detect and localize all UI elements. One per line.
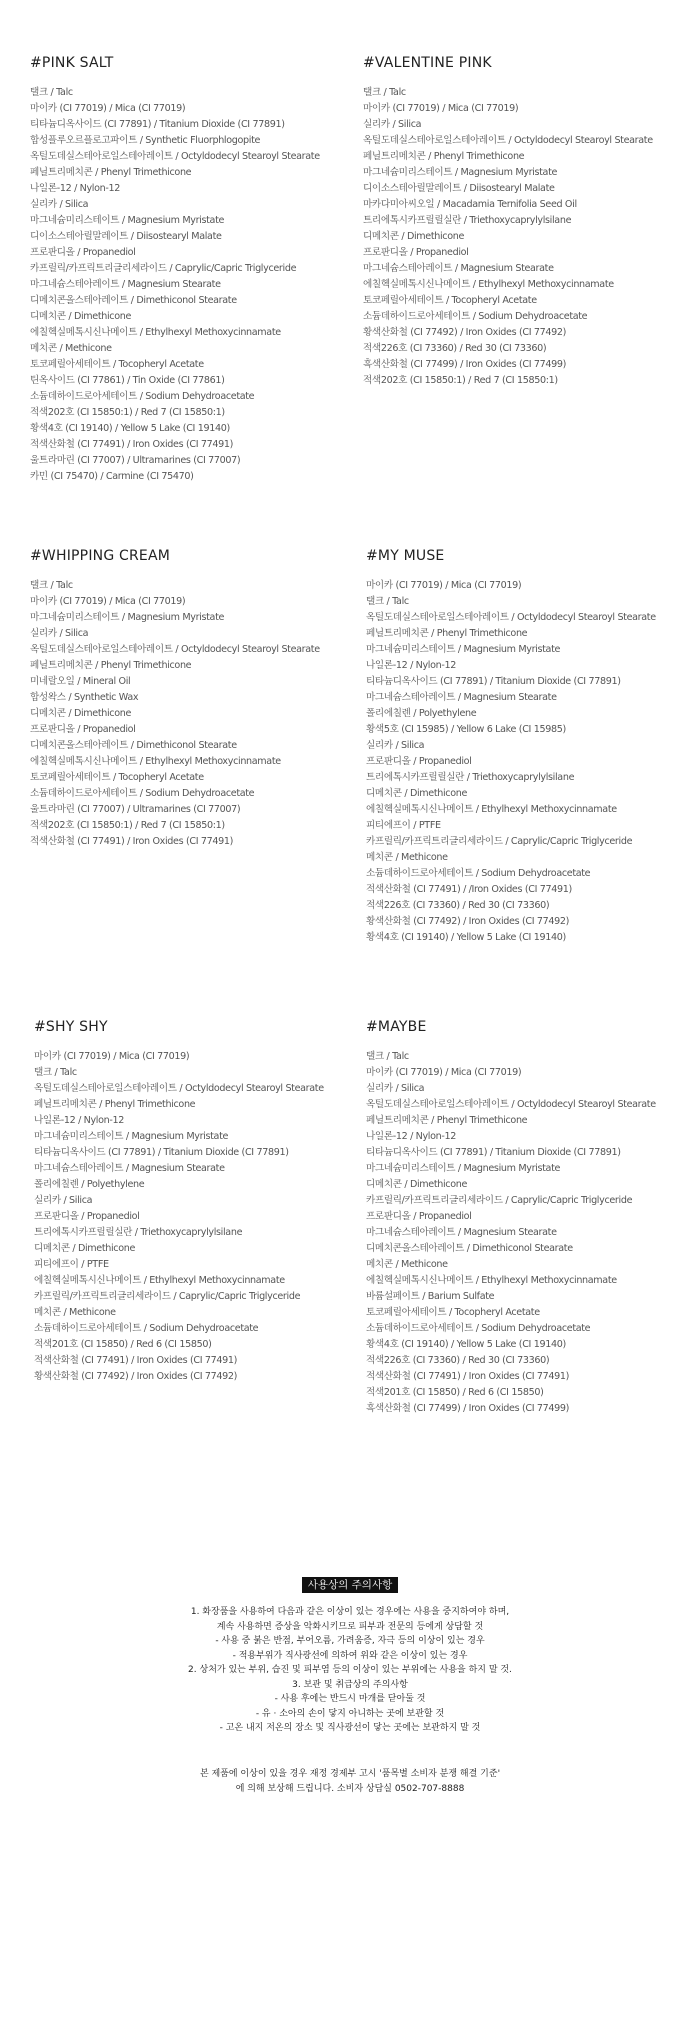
product-title: #SHY SHY — [34, 1019, 108, 1035]
ingredient-item: 실리카 / Silica — [34, 1195, 93, 1206]
precaution-line: - 사용 중 붉은 반점, 부어오름, 가려움증, 자극 등의 이상이 있는 경우 — [215, 1636, 485, 1646]
ingredient-item: 옥틸도데실스테아로일스테아레이트 / Octyldodecyl Stearoyl Stearate — [366, 1099, 656, 1110]
ingredient-item: 폴리에칠렌 / Polyethylene — [34, 1179, 145, 1190]
ingredient-item: 마이카 (CI 77019) / Mica (CI 77019) — [34, 1051, 190, 1062]
ingredient-item: 황색5호 (CI 15985) / Yellow 6 Lake (CI 15985) — [366, 724, 566, 735]
ingredient-item: 소듐데하이드로아세테이트 / Sodium Dehydroacetate — [30, 788, 255, 799]
product-title: #PINK SALT — [30, 55, 114, 71]
ingredient-list — [366, 578, 696, 946]
ingredient-item: 적색202호 (CI 15850:1) / Red 7 (CI 15850:1) — [30, 407, 225, 418]
ingredient-item: 디메치콘 / Dimethicone — [363, 231, 465, 242]
ingredient-item: 실리카 / Silica — [30, 628, 89, 639]
ingredient-item: 페닐트리메치콘 / Phenyl Trimethicone — [366, 628, 528, 639]
ingredient-item: 탤크 / Talc — [30, 87, 73, 98]
ingredient-item: 디메치콘올스테아레이트 / Dimethiconol Stearate — [30, 295, 237, 306]
ingredient-item: 마그네슘미리스테이트 / Magnesium Myristate — [366, 1163, 561, 1174]
precaution-line: 1. 화장품을 사용하여 다음과 같은 이상이 있는 경우에는 사용을 중지하여야 하며, — [190, 1607, 510, 1617]
footer-line: 본 제품에 이상이 있을 경우 재정 경제부 고시 '품목별 소비자 분쟁 해결 기준' — [199, 1769, 501, 1779]
ingredient-item: 페닐트리메치콘 / Phenyl Trimethicone — [30, 167, 192, 178]
product-block-pink-salt — [30, 55, 360, 485]
ingredient-item: 소듐데하이드로아세테이트 / Sodium Dehydroacetate — [366, 868, 591, 879]
ingredient-item: 황색산화철 (CI 77492) / Iron Oxides (CI 77492) — [363, 327, 567, 338]
ingredient-item: 바륨설페이트 / Barium Sulfate — [366, 1291, 495, 1302]
ingredient-item: 흑색산화철 (CI 77499) / Iron Oxides (CI 77499) — [366, 1403, 570, 1414]
ingredient-item: 디메치콘 / Dimethicone — [30, 708, 132, 719]
precautions-title: 사용상의 주의사항 — [302, 1577, 398, 1593]
ingredient-list — [363, 85, 693, 389]
precaution-line: 3. 보관 및 취급상의 주의사항 — [292, 1679, 408, 1690]
ingredient-item: 티타늄디옥사이드 (CI 77891) / Titanium Dioxide (CI 77891) — [34, 1147, 289, 1158]
ingredient-item: 소듐데하이드로아세테이트 / Sodium Dehydroacetate — [30, 391, 255, 402]
ingredient-item: 울트라마린 (CI 77007) / Ultramarines (CI 77007) — [30, 455, 241, 466]
footer-line: 에 의해 보상해 드립니다. 소비자 상담실 0502-707-8888 — [235, 1783, 465, 1794]
ingredient-item: 에칠헥실메톡시신나메이트 / Ethylhexyl Methoxycinnamate — [34, 1275, 285, 1286]
ingredient-item: 프로판디올 / Propanediol — [34, 1211, 140, 1222]
ingredient-item: 나일론-12 / Nylon-12 — [366, 1131, 456, 1142]
product-block-my-muse — [366, 548, 696, 946]
ingredient-item: 카민 (CI 75470) / Carmine (CI 75470) — [30, 471, 194, 482]
ingredient-item: 황색4호 (CI 19140) / Yellow 5 Lake (CI 19140) — [30, 423, 230, 434]
ingredient-item: 마이카 (CI 77019) / Mica (CI 77019) — [363, 103, 519, 114]
ingredient-item: 적색201호 (CI 15850) / Red 6 (CI 15850) — [366, 1387, 544, 1398]
ingredient-item: 울트라마린 (CI 77007) / Ultramarines (CI 77007) — [30, 804, 241, 815]
ingredient-item: 마그네슘미리스테이트 / Magnesium Myristate — [30, 612, 225, 623]
ingredient-item: 디이소스테아릴말레이트 / Diisostearyl Malate — [30, 231, 222, 242]
precaution-line: - 유 · 소아의 손이 닿지 아니하는 곳에 보관할 것 — [255, 1708, 445, 1719]
ingredient-list — [34, 1049, 364, 1385]
ingredient-item: 마그네슘스테아레이트 / Magnesium Stearate — [363, 263, 554, 274]
ingredient-item: 에칠헥실메톡시신나메이트 / Ethylhexyl Methoxycinnamate — [30, 327, 281, 338]
ingredient-item: 옥틸도데실스테아로일스테아레이트 / Octyldodecyl Stearoyl Stearate — [30, 644, 320, 655]
ingredient-item: 메치콘 / Methicone — [366, 852, 448, 863]
precaution-line: - 사용 후에는 반드시 마개를 닫아둘 것 — [274, 1694, 426, 1704]
ingredient-item: 에칠헥실메톡시신나메이트 / Ethylhexyl Methoxycinnamate — [366, 804, 617, 815]
ingredient-item: 디메치콘올스테아레이트 / Dimethiconol Stearate — [366, 1243, 573, 1254]
ingredient-item: 메치콘 / Methicone — [366, 1259, 448, 1270]
product-title: #WHIPPING CREAM — [30, 548, 171, 564]
ingredient-item: 황색4호 (CI 19140) / Yellow 5 Lake (CI 19140) — [366, 932, 566, 943]
ingredient-item: 나일론-12 / Nylon-12 — [34, 1115, 124, 1126]
ingredient-item: 실리카 / Silica — [30, 199, 89, 210]
ingredient-item: 마그네슘스테아레이트 / Magnesium Stearate — [366, 692, 557, 703]
precaution-line: 2. 상처가 있는 부위, 습진 및 피부염 등의 이상이 있는 부위에는 사용을 하지 말 것. — [188, 1665, 512, 1675]
ingredient-item: 적색산화철 (CI 77491) / Iron Oxides (CI 77491) — [366, 1371, 570, 1382]
usage-precautions — [0, 1573, 700, 1736]
ingredient-item: 프로판디올 / Propanediol — [363, 247, 469, 258]
ingredient-item: 티타늄디옥사이드 (CI 77891) / Titanium Dioxide (CI 77891) — [366, 676, 621, 687]
ingredient-item: 에칠헥실메톡시신나메이트 / Ethylhexyl Methoxycinnamate — [30, 756, 281, 767]
ingredient-item: 에칠헥실메톡시신나메이트 / Ethylhexyl Methoxycinnamate — [366, 1275, 617, 1286]
ingredient-item: 합성왁스 / Synthetic Wax — [30, 692, 139, 703]
ingredient-item: 소듐데하이드로아세테이트 / Sodium Dehydroacetate — [34, 1323, 259, 1334]
ingredient-item: 마이카 (CI 77019) / Mica (CI 77019) — [30, 103, 186, 114]
ingredient-item: 디메치콘 / Dimethicone — [30, 311, 132, 322]
product-title: #VALENTINE PINK — [363, 55, 492, 71]
ingredient-item: 적색산화철 (CI 77491) / /Iron Oxides (CI 77491) — [366, 884, 572, 895]
ingredient-item: 토코페릴아세테이트 / Tocopheryl Acetate — [363, 295, 537, 306]
ingredient-item: 적색산화철 (CI 77491) / Iron Oxides (CI 77491) — [30, 439, 234, 450]
ingredient-item: 토코페릴아세테이트 / Tocopheryl Acetate — [30, 359, 204, 370]
product-title: #MAYBE — [366, 1019, 427, 1035]
ingredient-item: 실리카 / Silica — [366, 1083, 425, 1094]
ingredient-item: 황색산화철 (CI 77492) / Iron Oxides (CI 77492) — [366, 916, 570, 927]
ingredient-item: 옥틸도데실스테아로일스테아레이트 / Octyldodecyl Stearoyl Stearate — [34, 1083, 324, 1094]
ingredient-item: 메치콘 / Methicone — [30, 343, 112, 354]
ingredient-item: 실리카 / Silica — [366, 740, 425, 751]
ingredient-item: 트리에톡시카프릴릴실란 / Triethoxycaprylylsilane — [366, 772, 575, 783]
ingredient-item: 미네랄오일 / Mineral Oil — [30, 676, 131, 687]
ingredient-item: 피티에프이 / PTFE — [34, 1259, 109, 1270]
ingredient-item: 적색202호 (CI 15850:1) / Red 7 (CI 15850:1) — [363, 375, 558, 386]
ingredient-item: 디메치콘 / Dimethicone — [366, 1179, 468, 1190]
ingredient-item: 마이카 (CI 77019) / Mica (CI 77019) — [30, 596, 186, 607]
ingredient-item: 황색산화철 (CI 77492) / Iron Oxides (CI 77492) — [34, 1371, 238, 1382]
ingredient-item: 탤크 / Talc — [363, 87, 406, 98]
precaution-line: - 고온 내지 저온의 장소 및 직사광선이 닿는 곳에는 보관하지 말 것 — [219, 1723, 481, 1733]
compensation-notice — [0, 1767, 700, 1796]
precaution-line: 계속 사용하면 증상을 악화시키므로 피부과 전문의 등에게 상담할 것 — [216, 1621, 484, 1632]
ingredient-item: 옥틸도데실스테아로일스테아레이트 / Octyldodecyl Stearoyl Stearate — [363, 135, 653, 146]
ingredient-item: 탤크 / Talc — [366, 1051, 409, 1062]
ingredient-item: 틴옥사이드 (CI 77861) / Tin Oxide (CI 77861) — [30, 375, 225, 386]
product-title: #MY MUSE — [366, 548, 445, 564]
ingredient-item: 카프릴릭/카프릭트리글리세라이드 / Caprylic/Capric Triglyceride — [366, 836, 633, 847]
ingredient-item: 마그네슘미리스테이트 / Magnesium Myristate — [34, 1131, 229, 1142]
ingredient-item: 프로판디올 / Propanediol — [30, 247, 136, 258]
ingredient-item: 합성플루오르플로고파이트 / Synthetic Fluorphlogopite — [30, 135, 261, 146]
ingredient-item: 페닐트리메치콘 / Phenyl Trimethicone — [34, 1099, 196, 1110]
ingredient-item: 마그네슘미리스테이트 / Magnesium Myristate — [366, 644, 561, 655]
ingredient-item: 적색산화철 (CI 77491) / Iron Oxides (CI 77491) — [30, 836, 234, 847]
ingredient-item: 적색산화철 (CI 77491) / Iron Oxides (CI 77491) — [34, 1355, 238, 1366]
ingredient-item: 마그네슘스테아레이트 / Magnesium Stearate — [30, 279, 221, 290]
ingredient-item: 카프릴릭/카프릭트리글리세라이드 / Caprylic/Capric Triglyceride — [366, 1195, 633, 1206]
ingredient-item: 폴리에칠렌 / Polyethylene — [366, 708, 477, 719]
ingredient-item: 마그네슘스테아레이트 / Magnesium Stearate — [34, 1163, 225, 1174]
ingredient-item: 적색226호 (CI 73360) / Red 30 (CI 73360) — [366, 900, 550, 911]
ingredient-item: 소듐데하이드로아세테이트 / Sodium Dehydroacetate — [366, 1323, 591, 1334]
ingredient-item: 트리에톡시카프릴릴실란 / Triethoxycaprylylsilane — [363, 215, 572, 226]
ingredient-item: 티타늄디옥사이드 (CI 77891) / Titanium Dioxide (CI 77891) — [366, 1147, 621, 1158]
ingredient-item: 마그네슘미리스테이트 / Magnesium Myristate — [363, 167, 558, 178]
ingredient-item: 디메치콘 / Dimethicone — [34, 1243, 136, 1254]
ingredient-item: 디메치콘 / Dimethicone — [366, 788, 468, 799]
ingredient-item: 디이소스테아릴말레이트 / Diisostearyl Malate — [363, 183, 555, 194]
ingredient-item: 메치콘 / Methicone — [34, 1307, 116, 1318]
ingredient-item: 카프릴릭/카프릭트리글리세라이드 / Caprylic/Capric Triglyceride — [34, 1291, 301, 1302]
ingredient-item: 페닐트리메치콘 / Phenyl Trimethicone — [363, 151, 525, 162]
ingredient-item: 피티에프이 / PTFE — [366, 820, 441, 831]
ingredient-item: 디메치콘올스테아레이트 / Dimethiconol Stearate — [30, 740, 237, 751]
product-block-whipping-cream — [30, 548, 360, 850]
product-block-maybe — [366, 1019, 696, 1417]
ingredient-item: 적색226호 (CI 73360) / Red 30 (CI 73360) — [366, 1355, 550, 1366]
ingredient-item: 토코페릴아세테이트 / Tocopheryl Acetate — [30, 772, 204, 783]
product-block-valentine-pink — [363, 55, 693, 389]
ingredient-item: 프로판디올 / Propanediol — [30, 724, 136, 735]
ingredient-item: 프로판디올 / Propanediol — [366, 1211, 472, 1222]
precaution-line: - 적용부위가 직사광선에 의하여 위와 같은 이상이 있는 경우 — [232, 1650, 468, 1661]
ingredient-item: 페닐트리메치콘 / Phenyl Trimethicone — [366, 1115, 528, 1126]
ingredient-item: 나일론-12 / Nylon-12 — [366, 660, 456, 671]
ingredient-item: 적색202호 (CI 15850:1) / Red 7 (CI 15850:1) — [30, 820, 225, 831]
ingredient-item: 적색226호 (CI 73360) / Red 30 (CI 73360) — [363, 343, 547, 354]
ingredient-item: 탤크 / Talc — [30, 580, 73, 591]
ingredient-item: 마카다미아씨오일 / Macadamia Ternifolia Seed Oil — [363, 199, 577, 210]
product-block-shy-shy — [34, 1019, 364, 1385]
ingredient-item: 토코페릴아세테이트 / Tocopheryl Acetate — [366, 1307, 540, 1318]
ingredient-item: 실리카 / Silica — [363, 119, 422, 130]
ingredient-item: 페닐트리메치콘 / Phenyl Trimethicone — [30, 660, 192, 671]
precautions-list — [0, 1605, 700, 1736]
ingredient-list — [366, 1049, 696, 1417]
ingredient-item: 적색201호 (CI 15850) / Red 6 (CI 15850) — [34, 1339, 212, 1350]
ingredient-item: 티타늄디옥사이드 (CI 77891) / Titanium Dioxide (CI 77891) — [30, 119, 285, 130]
ingredient-item: 마그네슘미리스테이트 / Magnesium Myristate — [30, 215, 225, 226]
ingredient-item: 소듐데하이드로아세테이트 / Sodium Dehydroacetate — [363, 311, 588, 322]
ingredient-item: 트리에톡시카프릴릴실란 / Triethoxycaprylylsilane — [34, 1227, 243, 1238]
ingredient-item: 마그네슘스테아레이트 / Magnesium Stearate — [366, 1227, 557, 1238]
ingredient-item: 탤크 / Talc — [366, 596, 409, 607]
ingredient-item: 흑색산화철 (CI 77499) / Iron Oxides (CI 77499) — [363, 359, 567, 370]
ingredient-item: 옥틸도데실스테아로일스테아레이트 / Octyldodecyl Stearoyl Stearate — [30, 151, 320, 162]
ingredient-list — [30, 578, 360, 850]
ingredient-item: 카프릴릭/카프릭트리글리세라이드 / Caprylic/Capric Triglyceride — [30, 263, 297, 274]
ingredient-item: 에칠헥실메톡시신나메이트 / Ethylhexyl Methoxycinnamate — [363, 279, 614, 290]
ingredient-item: 마이카 (CI 77019) / Mica (CI 77019) — [366, 1067, 522, 1078]
ingredient-item: 황색4호 (CI 19140) / Yellow 5 Lake (CI 19140) — [366, 1339, 566, 1350]
ingredient-item: 탤크 / Talc — [34, 1067, 77, 1078]
ingredient-item: 나일론-12 / Nylon-12 — [30, 183, 120, 194]
ingredient-item: 프로판디올 / Propanediol — [366, 756, 472, 767]
ingredient-item: 옥틸도데실스테아로일스테아레이트 / Octyldodecyl Stearoyl Stearate — [366, 612, 656, 623]
ingredient-list — [30, 85, 360, 485]
ingredient-item: 마이카 (CI 77019) / Mica (CI 77019) — [366, 580, 522, 591]
